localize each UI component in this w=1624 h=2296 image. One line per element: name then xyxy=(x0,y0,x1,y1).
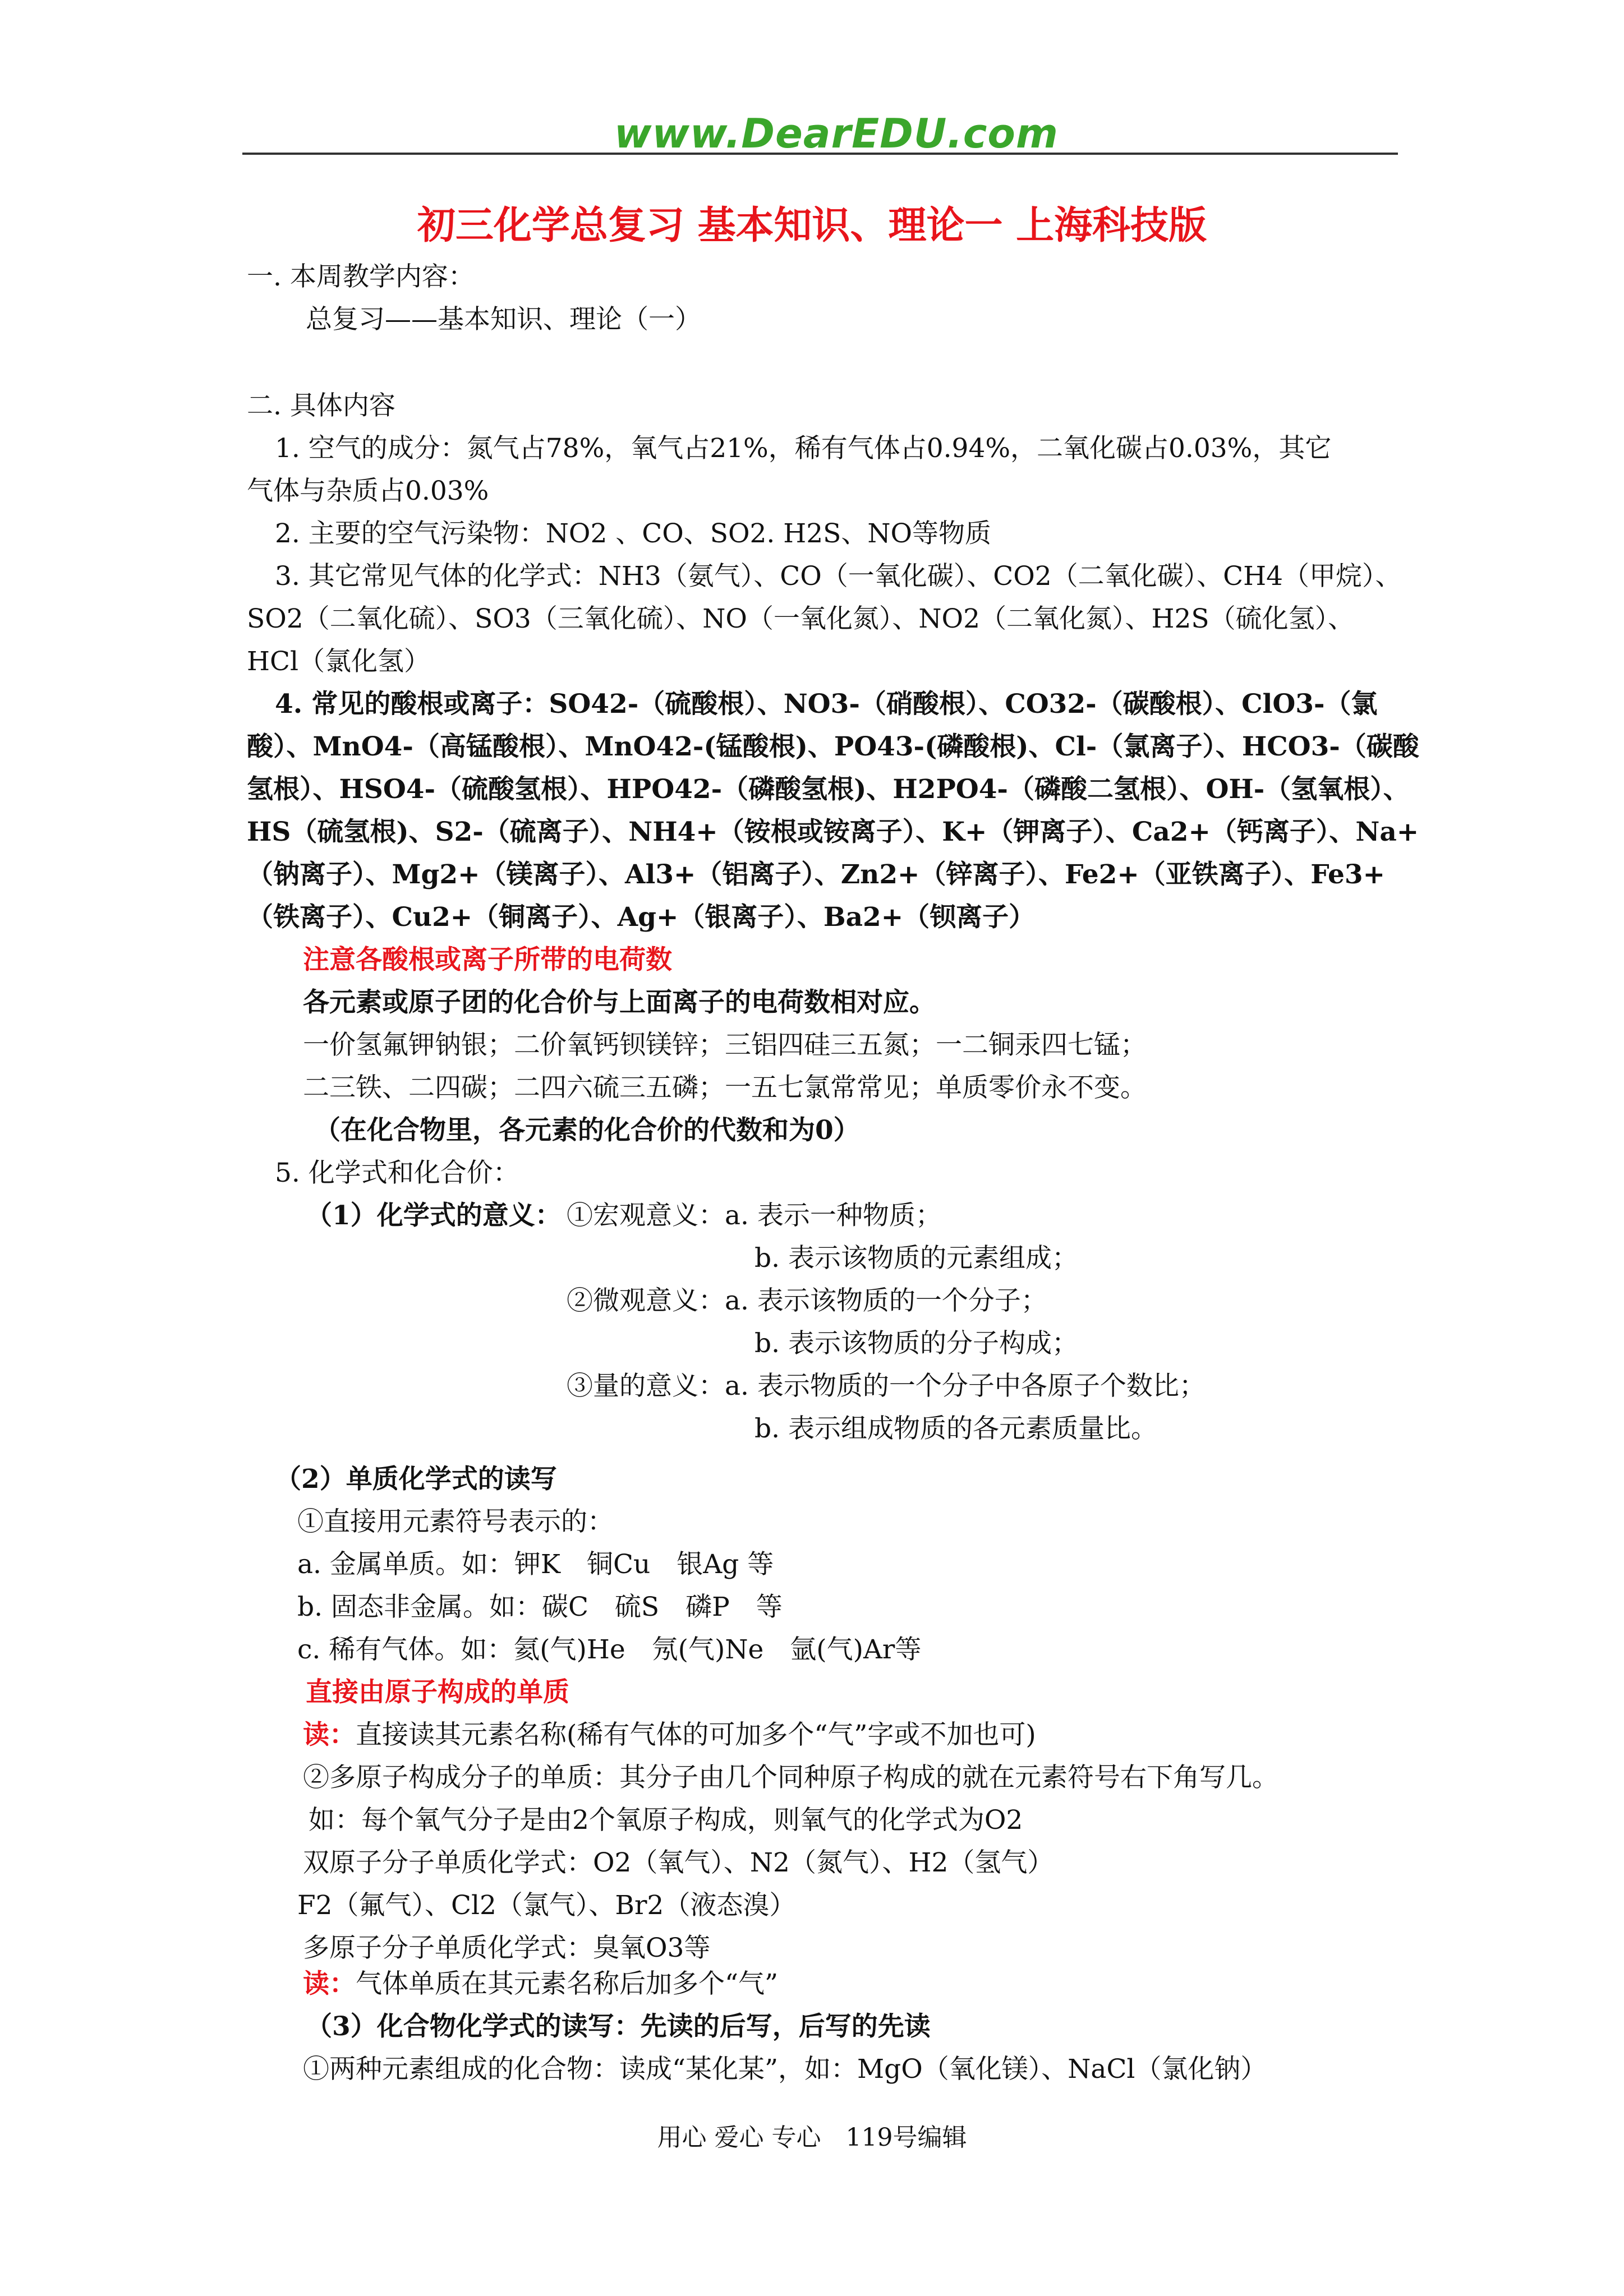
mnemonic-line: 一价氢氟钾钠银；二价氧钙钡镁锌；三铝四硅三五氮；一二铜汞四七锰； xyxy=(303,1030,1147,1061)
text-line: （在化合物里，各元素的化合价的代数和为0） xyxy=(314,1115,860,1146)
text-line: SO2（二氧化硫）、SO3（三氧化硫）、NO（一氧化氮）、NO2（二氧化氮）、H2S（硫化氢）、 xyxy=(247,603,1355,634)
text-line: ②多原子构成分子的单质：其分子由几个同种原子构成的就在元素符号右下角写几。 xyxy=(303,1762,1278,1793)
read-text: 气体单质在其元素名称后加多个“气” xyxy=(356,1968,779,1999)
text-line: b. 固态非金属。如：碳C 硫S 磷P 等 xyxy=(297,1592,783,1622)
text-line: b. 表示该物质的元素组成； xyxy=(755,1243,1078,1274)
page-title: 初三化学总复习 基本知识、理论一 上海科技版 xyxy=(417,203,1207,248)
subheading: （2）单质化学式的读写 xyxy=(275,1464,557,1495)
text-line: 氢根）、HSO4-（硫酸氢根）、HPO42-（磷酸氢根)、H2PO4-（磷酸二氢根）、OH-（氢氧根）、 xyxy=(247,774,1410,805)
subheading: （1）化学式的意义： xyxy=(306,1200,562,1231)
page-footer: 用心 爱心 专心 119号编辑 xyxy=(657,2123,967,2152)
text-line: ②微观意义：a. 表示该物质的一个分子； xyxy=(567,1285,1047,1316)
text-line xyxy=(303,1963,778,2005)
text-line: ①宏观意义：a. 表示一种物质； xyxy=(567,1200,942,1231)
mnemonic-line: 二三铁、二四碳；二四六硫三五磷；一五七氯常常见；单质零价永不变。 xyxy=(303,1072,1147,1103)
text-line: （钠离子）、Mg2+（镁离子）、Al3+（铝离子）、Zn2+（锌离子）、Fe2+（亚铁离子）、Fe3+ xyxy=(247,859,1386,890)
subheading: （3）化合物化学式的读写：先读的后写，后写的先读 xyxy=(306,2011,931,2042)
site-logo: www.DearEDU.com xyxy=(614,110,1059,157)
text-line: 2. 主要的空气污染物：NO2 、CO、SO2. H2S、NO等物质 xyxy=(275,518,992,549)
read-label: 读： xyxy=(303,1968,356,1999)
text-line: 多原子分子单质化学式：臭氧O3等 xyxy=(303,1933,711,1963)
section-heading-2: 二. 具体内容 xyxy=(247,390,395,421)
text-line: F2（氟气）、Cl2（氯气）、Br2（液态溴） xyxy=(297,1890,796,1921)
text-line: 酸）、MnO4-（高锰酸根）、MnO42-(锰酸根)、PO43-(磷酸根)、Cl-（氯离子）、HCO3-（碳酸 xyxy=(247,731,1419,762)
text-line: 如：每个氧气分子是由2个氧原子构成，则氧气的化学式为O2 xyxy=(309,1805,1023,1836)
text-line: ③量的意义：a. 表示物质的一个分子中各原子个数比； xyxy=(567,1371,1206,1401)
text-line: ①两种元素组成的化合物：读成“某化某”，如：MgO（氧化镁）、NaCl（氯化钠） xyxy=(303,2054,1267,2085)
text-line: HS（硫氢根)、S2-（硫离子）、NH4+（铵根或铵离子）、K+（钾离子）、Ca2+（钙离子）、Na+ xyxy=(247,817,1419,847)
text-line: 双原子分子单质化学式：O2（氧气）、N2（氮气）、H2（氢气） xyxy=(303,1847,1054,1878)
text-line: b. 表示组成物质的各元素质量比。 xyxy=(755,1413,1157,1444)
read-text: 直接读其元素名称(稀有气体的可加多个“气”字或不加也可) xyxy=(356,1719,1036,1750)
text-line: a. 金属单质。如：钾K 铜Cu 银Ag 等 xyxy=(297,1549,774,1580)
text-line: 1. 空气的成分：氮气占78%，氧气占21%，稀有气体占0.94%，二氧化碳占0.03%，其它 xyxy=(275,433,1332,464)
text-line: 气体与杂质占0.03% xyxy=(247,476,489,506)
text-line: 4. 常见的酸根或离子：SO42-（硫酸根）、NO3-（硝酸根）、CO32-（碳酸根）、ClO3-（氯 xyxy=(275,689,1378,720)
text-line: HCl（氯化氢） xyxy=(247,646,430,677)
text-line: （铁离子）、Cu2+（铜离子）、Ag+（银离子）、Ba2+（钡离子） xyxy=(247,902,1036,933)
text-line: c. 稀有气体。如：氦(气)He 氖(气)Ne 氩(气)Ar等 xyxy=(297,1634,922,1665)
text-line: 总复习——基本知识、理论（一） xyxy=(306,304,701,335)
text-line: ①直接用元素符号表示的： xyxy=(297,1506,614,1537)
text-line xyxy=(303,1714,1036,1756)
text-line: 3. 其它常见气体的化学式：NH3（氨气）、CO（一氧化碳）、CO2（二氧化碳）、CH4（甲烷）、 xyxy=(275,561,1402,592)
highlight-note: 注意各酸根或离子所带的电荷数 xyxy=(303,944,672,975)
text-line: 5. 化学式和化合价： xyxy=(275,1158,519,1188)
section-heading-1: 一. 本周教学内容： xyxy=(247,261,475,292)
highlight-note: 直接由原子构成的单质 xyxy=(306,1677,569,1708)
text-line: b. 表示该物质的分子构成； xyxy=(755,1328,1078,1359)
read-label: 读： xyxy=(303,1719,356,1750)
text-line: 各元素或原子团的化合价与上面离子的电荷数相对应。 xyxy=(303,987,936,1018)
